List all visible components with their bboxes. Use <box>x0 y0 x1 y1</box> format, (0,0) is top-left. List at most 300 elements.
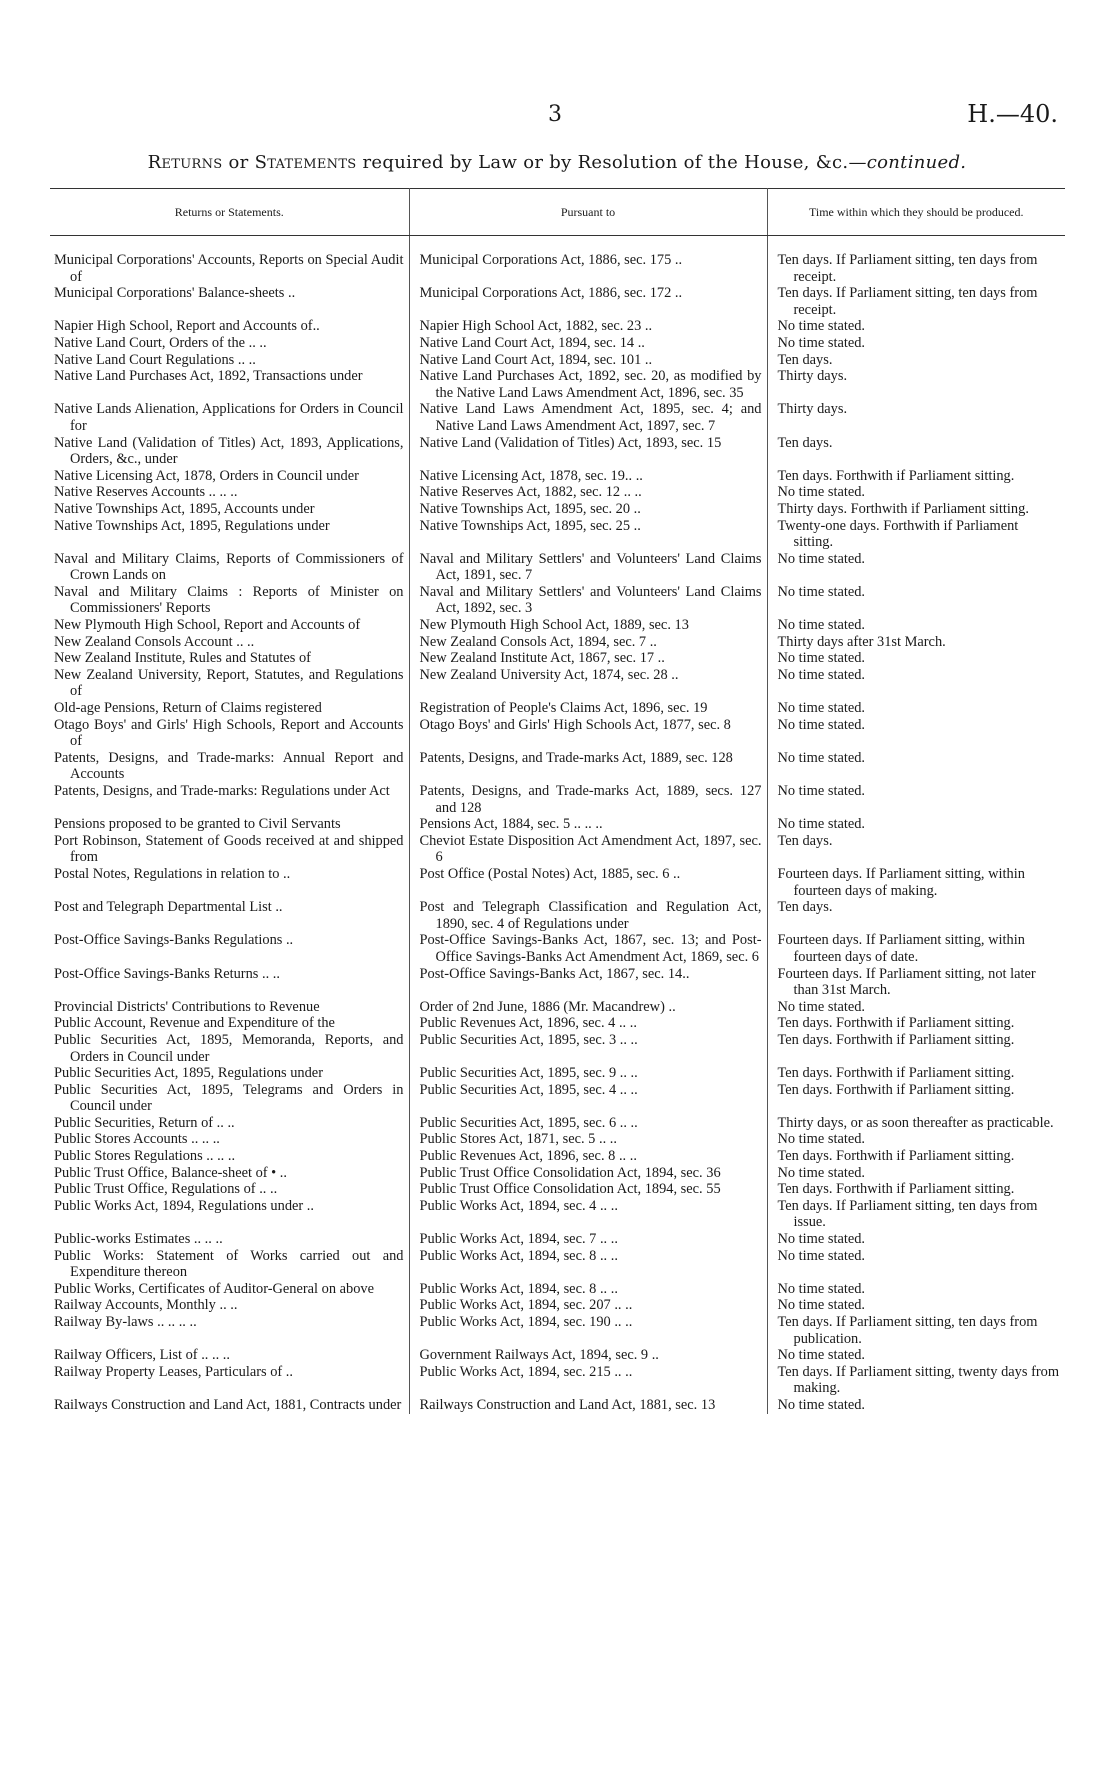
return-name-cell <box>50 1131 409 1148</box>
return-name-cell-text: Postal Notes, Regulations in relation to .. <box>54 865 291 882</box>
return-name-cell <box>50 1397 409 1414</box>
return-name-cell-text: Patents, Designs, and Trade-marks: Regulations under Act <box>54 783 390 799</box>
time-cell <box>767 783 1065 816</box>
return-name-cell-text: Naval and Military Claims, Reports of Commissioners of Crown Lands on <box>54 550 404 584</box>
time-cell-text: Thirty days. Forthwith if Parliament sitting. <box>777 500 1029 517</box>
table-row <box>50 1181 1065 1198</box>
pursuant-to-cell-text: Public Revenues Act, 1896, sec. 4 .. .. <box>419 1015 637 1032</box>
time-cell-text: Ten days. If Parliament sitting, ten days from publication. <box>777 1314 1038 1347</box>
pursuant-to-cell-text: Public Securities Act, 1895, sec. 3 .. .. <box>419 1031 638 1048</box>
pursuant-to-cell <box>409 1015 767 1032</box>
pursuant-to-cell-text: Post Office (Postal Notes) Act, 1885, sec. 6 .. <box>419 865 681 882</box>
return-name-cell <box>50 1015 409 1032</box>
pursuant-to-cell-text: Napier High School Act, 1882, sec. 23 .. <box>419 318 653 335</box>
time-cell <box>767 1397 1065 1414</box>
pursuant-to-cell <box>409 352 767 369</box>
pursuant-to-cell-text: Post and Telegraph Classification and Regulation Act, 1890, sec. 4 of Regulations under <box>419 899 762 932</box>
table-row <box>50 816 1065 833</box>
table-row <box>50 1231 1065 1248</box>
pursuant-to-cell <box>409 468 767 485</box>
return-name-cell-text: Municipal Corporations' Accounts, Reports on Special Audit of <box>54 252 404 285</box>
heading-middle: required by Law or by Resolution of the House, &c.— <box>362 152 867 173</box>
return-name-cell <box>50 932 409 965</box>
pursuant-to-cell <box>409 783 767 816</box>
time-cell <box>767 1248 1065 1281</box>
time-cell-text: Ten days. <box>777 351 833 368</box>
pursuant-to-cell-text: Post-Office Savings-Banks Act, 1867, sec. 13; and Post-Office Savings-Banks Act Amendment Act, 1869, sec. 6 <box>419 932 762 965</box>
return-name-cell-text: Native Townships Act, 1895, Accounts under <box>54 500 315 517</box>
time-cell <box>767 318 1065 335</box>
time-cell <box>767 435 1065 468</box>
time-cell <box>767 1115 1065 1132</box>
return-name-cell <box>50 252 409 285</box>
table-row <box>50 999 1065 1016</box>
pursuant-to-cell <box>409 634 767 651</box>
table-row <box>50 617 1065 634</box>
pursuant-to-cell <box>409 551 767 584</box>
return-name-cell <box>50 1347 409 1364</box>
table-row <box>50 468 1065 485</box>
pursuant-to-cell-text: Native Townships Act, 1895, sec. 25 .. <box>419 517 641 534</box>
time-cell <box>767 1082 1065 1115</box>
document-reference: H.—40. <box>967 100 1058 128</box>
time-cell <box>767 352 1065 369</box>
return-name-cell-text: Railway Accounts, Monthly .. .. <box>54 1297 238 1314</box>
return-name-cell <box>50 617 409 634</box>
return-name-cell-text: Old-age Pensions, Return of Claims registered <box>54 700 322 717</box>
table-row <box>50 1364 1065 1397</box>
table-row <box>50 335 1065 352</box>
pursuant-to-cell-text: Public Securities Act, 1895, sec. 6 .. .. <box>419 1114 638 1131</box>
pursuant-to-cell-text: Native Townships Act, 1895, sec. 20 .. <box>419 500 641 517</box>
time-cell-text: No time stated. <box>777 550 866 567</box>
pursuant-to-cell-text: Native Land Laws Amendment Act, 1895, sec. 4; and Native Land Laws Amendment Act, 1897, sec. 7 <box>419 401 762 434</box>
pursuant-to-cell-text: Government Railways Act, 1894, sec. 9 .. <box>419 1347 659 1364</box>
return-name-cell-text: Native Land Court Regulations .. .. <box>54 351 256 368</box>
time-cell-text: No time stated. <box>777 1247 866 1264</box>
return-name-cell <box>50 816 409 833</box>
time-cell-text: No time stated. <box>777 1347 866 1364</box>
pursuant-to-cell-text: Native Reserves Act, 1882, sec. 12 .. .. <box>419 484 642 501</box>
return-name-cell-text: New Plymouth High School, Report and Accounts of <box>54 617 361 634</box>
time-cell-text: Thirty days. <box>777 401 848 418</box>
return-name-cell-text: Public Securities Act, 1895, Regulations under <box>54 1065 323 1082</box>
pursuant-to-cell-text: Registration of People's Claims Act, 1896, sec. 19 <box>419 700 708 717</box>
return-name-cell-text: Public Securities, Return of .. .. <box>54 1114 235 1131</box>
return-name-cell <box>50 1364 409 1397</box>
heading-or: or <box>228 152 249 173</box>
time-cell-text: Ten days. Forthwith if Parliament sitting. <box>777 1081 1015 1098</box>
time-cell <box>767 1231 1065 1248</box>
pursuant-to-cell-text: Otago Boys' and Girls' High Schools Act, 1877, sec. 8 <box>419 716 731 733</box>
return-name-cell-text: Post-Office Savings-Banks Regulations .. <box>54 932 294 949</box>
return-name-cell-text: Patents, Designs, and Trade-marks: Annual Report and Accounts <box>54 749 404 783</box>
return-name-cell <box>50 650 409 667</box>
table-row <box>50 650 1065 667</box>
return-name-cell <box>50 750 409 783</box>
return-name-cell-text: Public Account, Revenue and Expenditure of the <box>54 1015 335 1032</box>
time-cell-text: No time stated. <box>777 617 866 634</box>
pursuant-to-cell <box>409 1148 767 1165</box>
page-number: 3 <box>548 102 562 127</box>
pursuant-to-cell-text: New Zealand Institute Act, 1867, sec. 17 .. <box>419 650 665 667</box>
return-name-cell-text: Public Stores Accounts .. .. .. <box>54 1131 220 1148</box>
time-cell-text: No time stated. <box>777 334 866 351</box>
pursuant-to-cell-text: Public Securities Act, 1895, sec. 9 .. .. <box>419 1065 638 1082</box>
pursuant-to-cell-text: Native Land Court Act, 1894, sec. 101 .. <box>419 351 653 368</box>
pursuant-to-cell-text: Public Securities Act, 1895, sec. 4 .. .. <box>419 1081 638 1098</box>
return-name-cell <box>50 966 409 999</box>
time-cell <box>767 1347 1065 1364</box>
return-name-cell <box>50 1032 409 1065</box>
time-cell <box>767 617 1065 634</box>
time-cell <box>767 700 1065 717</box>
time-cell <box>767 1364 1065 1397</box>
return-name-cell-text: New Zealand Consols Account .. .. <box>54 633 255 650</box>
pursuant-to-cell <box>409 318 767 335</box>
return-name-cell-text: Public Trust Office, Regulations of .. .. <box>54 1181 278 1198</box>
return-name-cell-text: Public Securities Act, 1895, Memoranda, Reports, and Orders in Council under <box>54 1031 404 1065</box>
time-cell <box>767 1015 1065 1032</box>
return-name-cell <box>50 584 409 617</box>
table-row <box>50 634 1065 651</box>
time-cell <box>767 1181 1065 1198</box>
time-cell <box>767 501 1065 518</box>
table-row <box>50 1314 1065 1347</box>
time-cell <box>767 966 1065 999</box>
pursuant-to-cell <box>409 1082 767 1115</box>
time-cell-text: Fourteen days. If Parliament sitting, within fourteen days of making. <box>777 865 1025 899</box>
pursuant-to-cell <box>409 1314 767 1347</box>
time-cell <box>767 468 1065 485</box>
table-row <box>50 932 1065 965</box>
time-cell-text: Thirty days, or as soon thereafter as practicable. <box>777 1114 1054 1131</box>
table-row <box>50 1397 1065 1414</box>
return-name-cell <box>50 1065 409 1082</box>
return-name-cell <box>50 551 409 584</box>
table-row <box>50 1065 1065 1082</box>
time-cell-text: Ten days. If Parliament sitting, ten days from receipt. <box>777 285 1038 318</box>
return-name-cell-text: Public-works Estimates .. .. .. <box>54 1231 223 1248</box>
table-row <box>50 1148 1065 1165</box>
time-cell <box>767 833 1065 866</box>
pursuant-to-cell-text: Native Licensing Act, 1878, sec. 19.. .. <box>419 467 643 484</box>
pursuant-to-cell-text: Public Works Act, 1894, sec. 8 .. .. <box>419 1247 618 1264</box>
return-name-cell <box>50 717 409 750</box>
time-cell <box>767 1032 1065 1065</box>
pursuant-to-cell <box>409 1397 767 1414</box>
returns-table <box>50 188 1065 1414</box>
table-row <box>50 866 1065 899</box>
pursuant-to-cell <box>409 750 767 783</box>
return-name-cell <box>50 1297 409 1314</box>
pursuant-to-cell-text: New Zealand University Act, 1874, sec. 28 .. <box>419 666 679 683</box>
pursuant-to-cell <box>409 932 767 965</box>
table-row <box>50 401 1065 434</box>
pursuant-to-cell <box>409 1165 767 1182</box>
pursuant-to-cell-text: Order of 2nd June, 1886 (Mr. Macandrew) .. <box>419 998 676 1015</box>
time-cell-text: No time stated. <box>777 318 866 335</box>
pursuant-to-cell <box>409 1297 767 1314</box>
return-name-cell <box>50 468 409 485</box>
return-name-cell-text: Post and Telegraph Departmental List .. <box>54 899 283 916</box>
pursuant-to-cell <box>409 667 767 700</box>
pursuant-to-cell-text: Patents, Designs, and Trade-marks Act, 1889, secs. 127 and 128 <box>419 783 762 816</box>
time-cell-text: No time stated. <box>777 1231 866 1248</box>
return-name-cell-text: Port Robinson, Statement of Goods received at and shipped from <box>54 832 404 866</box>
pursuant-to-cell-text: Pensions Act, 1884, sec. 5 .. .. .. <box>419 816 603 833</box>
table-row <box>50 435 1065 468</box>
time-cell-text: Ten days. If Parliament sitting, ten days from issue. <box>777 1197 1038 1231</box>
time-cell-text: No time stated. <box>777 1164 866 1181</box>
pursuant-to-cell-text: Public Revenues Act, 1896, sec. 8 .. .. <box>419 1148 637 1165</box>
time-cell-text: No time stated. <box>777 1396 866 1413</box>
return-name-cell <box>50 899 409 932</box>
return-name-cell <box>50 999 409 1016</box>
pursuant-to-cell-text: Public Works Act, 1894, sec. 8 .. .. <box>419 1280 618 1297</box>
return-name-cell <box>50 634 409 651</box>
return-name-cell <box>50 1198 409 1231</box>
pursuant-to-cell <box>409 866 767 899</box>
table-body <box>50 252 1065 1414</box>
time-cell <box>767 1198 1065 1231</box>
time-cell-text: No time stated. <box>777 816 866 833</box>
return-name-cell <box>50 401 409 434</box>
time-cell <box>767 484 1065 501</box>
table-row <box>50 318 1065 335</box>
pursuant-to-cell <box>409 966 767 999</box>
pursuant-to-cell-text: Public Trust Office Consolidation Act, 1894, sec. 55 <box>419 1181 721 1198</box>
time-cell-text: No time stated. <box>777 1131 866 1148</box>
return-name-cell-text: Municipal Corporations' Balance-sheets .. <box>54 285 296 302</box>
table-row <box>50 1165 1065 1182</box>
pursuant-to-cell <box>409 401 767 434</box>
pursuant-to-cell-text: Public Works Act, 1894, sec. 215 .. .. <box>419 1363 633 1380</box>
pursuant-to-cell-text: Public Trust Office Consolidation Act, 1894, sec. 36 <box>419 1164 721 1181</box>
table-row <box>50 352 1065 369</box>
time-cell <box>767 1281 1065 1298</box>
time-cell <box>767 551 1065 584</box>
return-name-cell <box>50 1231 409 1248</box>
return-name-cell <box>50 833 409 866</box>
time-cell-text: No time stated. <box>777 650 866 667</box>
return-name-cell <box>50 1165 409 1182</box>
time-cell-text: Twenty-one days. Forthwith if Parliament sitting. <box>777 517 1019 551</box>
table-row <box>50 1082 1065 1115</box>
pursuant-to-cell-text: Naval and Military Settlers' and Volunteers' Land Claims Act, 1891, sec. 7 <box>419 550 762 584</box>
time-cell <box>767 899 1065 932</box>
return-name-cell <box>50 1082 409 1115</box>
return-name-cell <box>50 352 409 369</box>
time-cell <box>767 750 1065 783</box>
return-name-cell <box>50 667 409 700</box>
pursuant-to-cell <box>409 1065 767 1082</box>
pursuant-to-cell-text: Native Land Court Act, 1894, sec. 14 .. <box>419 334 645 351</box>
pursuant-to-cell-text: Municipal Corporations Act, 1886, sec. 175 .. <box>419 252 683 268</box>
time-cell-text: No time stated. <box>777 749 866 766</box>
time-cell <box>767 1148 1065 1165</box>
return-name-cell-text: Native Land Court, Orders of the .. .. <box>54 334 267 351</box>
table-row <box>50 1281 1065 1298</box>
return-name-cell-text: Naval and Military Claims : Reports of Minister on Commissioners' Reports <box>54 583 404 617</box>
pursuant-to-cell-text: Cheviot Estate Disposition Act Amendment Act, 1897, sec. 6 <box>419 832 762 866</box>
return-name-cell-text: Pensions proposed to be granted to Civil Servants <box>54 816 341 833</box>
return-name-cell <box>50 518 409 551</box>
return-name-cell-text: New Zealand University, Report, Statutes, and Regulations of <box>54 666 404 700</box>
table-row <box>50 1198 1065 1231</box>
heading-returns: Returns <box>147 152 223 173</box>
pursuant-to-cell <box>409 999 767 1016</box>
pursuant-to-cell <box>409 833 767 866</box>
time-cell-text: Ten days. If Parliament sitting, ten days from receipt. <box>777 252 1038 285</box>
pursuant-to-cell <box>409 368 767 401</box>
pursuant-to-cell-text: New Plymouth High School Act, 1889, sec. 13 <box>419 617 689 634</box>
time-cell-text: Ten days. Forthwith if Parliament sitting. <box>777 1031 1015 1048</box>
time-cell-text: Fourteen days. If Parliament sitting, within fourteen days of date. <box>777 932 1025 965</box>
pursuant-to-cell-text: Railways Construction and Land Act, 1881, sec. 13 <box>419 1396 716 1413</box>
pursuant-to-cell-text: Native Land (Validation of Titles) Act, 1893, sec. 15 <box>419 434 722 451</box>
pursuant-to-cell <box>409 1281 767 1298</box>
return-name-cell-text: Public Works, Certificates of Auditor-General on above <box>54 1280 374 1297</box>
return-name-cell-text: Railway Property Leases, Particulars of .. <box>54 1363 293 1380</box>
return-name-cell-text: Native Lands Alienation, Applications for Orders in Council for <box>54 401 404 434</box>
time-cell-text: No time stated. <box>777 716 866 733</box>
time-cell-text: Thirty days. <box>777 368 848 385</box>
return-name-cell-text: Public Trust Office, Balance-sheet of • .. <box>54 1164 287 1181</box>
time-cell-text: No time stated. <box>777 700 866 717</box>
return-name-cell <box>50 1115 409 1132</box>
return-name-cell <box>50 866 409 899</box>
return-name-cell <box>50 1314 409 1347</box>
time-cell <box>767 866 1065 899</box>
time-cell-text: No time stated. <box>777 783 866 799</box>
pursuant-to-cell <box>409 1131 767 1148</box>
time-cell <box>767 667 1065 700</box>
time-cell-text: Ten days. Forthwith if Parliament sitting. <box>777 1181 1015 1198</box>
table-row <box>50 285 1065 318</box>
column-header-time: Time within which they should be produced. <box>767 189 1065 236</box>
return-name-cell <box>50 484 409 501</box>
pursuant-to-cell <box>409 1115 767 1132</box>
pursuant-to-cell-text: New Zealand Consols Act, 1894, sec. 7 .. <box>419 633 657 650</box>
time-cell-text: Ten days. Forthwith if Parliament sitting. <box>777 467 1015 484</box>
time-cell <box>767 368 1065 401</box>
heading-statements: Statements <box>254 152 357 173</box>
time-cell-text: Ten days. <box>777 434 833 451</box>
pursuant-to-cell <box>409 1347 767 1364</box>
return-name-cell-text: Railway By-laws .. .. .. .. <box>54 1314 197 1330</box>
pursuant-to-cell <box>409 1198 767 1231</box>
time-cell <box>767 717 1065 750</box>
return-name-cell-text: Otago Boys' and Girls' High Schools, Report and Accounts of <box>54 716 404 750</box>
time-cell-text: No time stated. <box>777 1297 866 1314</box>
return-name-cell-text: Post-Office Savings-Banks Returns .. .. <box>54 965 280 982</box>
time-cell-text: No time stated. <box>777 484 866 501</box>
pursuant-to-cell <box>409 252 767 285</box>
return-name-cell <box>50 1248 409 1281</box>
table-row <box>50 667 1065 700</box>
pursuant-to-cell <box>409 584 767 617</box>
table-row <box>50 700 1065 717</box>
table-row <box>50 368 1065 401</box>
time-cell <box>767 932 1065 965</box>
time-cell <box>767 252 1065 285</box>
return-name-cell <box>50 368 409 401</box>
return-name-cell-text: Public Stores Regulations .. .. .. <box>54 1148 236 1165</box>
return-name-cell-text: Native Land (Validation of Titles) Act, 1893, Applications, Orders, &c., under <box>54 434 404 468</box>
pursuant-to-cell <box>409 1248 767 1281</box>
time-cell-text: Ten days. <box>777 832 833 849</box>
table-header <box>50 189 1065 253</box>
time-cell <box>767 518 1065 551</box>
pursuant-to-cell <box>409 501 767 518</box>
table-row <box>50 1115 1065 1132</box>
time-cell-text: Ten days. <box>777 899 833 916</box>
table-row <box>50 252 1065 285</box>
time-cell <box>767 1297 1065 1314</box>
pursuant-to-cell-text: Post-Office Savings-Banks Act, 1867, sec. 14.. <box>419 965 690 982</box>
table-row <box>50 518 1065 551</box>
table-row <box>50 1248 1065 1281</box>
table-row <box>50 783 1065 816</box>
time-cell <box>767 650 1065 667</box>
pursuant-to-cell <box>409 518 767 551</box>
table-row <box>50 966 1065 999</box>
time-cell <box>767 401 1065 434</box>
time-cell <box>767 1065 1065 1082</box>
time-cell <box>767 634 1065 651</box>
pursuant-to-cell <box>409 1364 767 1397</box>
return-name-cell-text: Public Works Act, 1894, Regulations under .. <box>54 1197 314 1214</box>
pursuant-to-cell-text: Naval and Military Settlers' and Volunteers' Land Claims Act, 1892, sec. 3 <box>419 583 762 617</box>
time-cell <box>767 1165 1065 1182</box>
return-name-cell-text: Public Works: Statement of Works carried out and Expenditure thereon <box>54 1247 404 1281</box>
table-row <box>50 1131 1065 1148</box>
time-cell <box>767 1131 1065 1148</box>
table-row <box>50 750 1065 783</box>
time-cell <box>767 285 1065 318</box>
time-cell-text: Ten days. Forthwith if Parliament sitting. <box>777 1148 1015 1165</box>
pursuant-to-cell-text: Public Works Act, 1894, sec. 4 .. .. <box>419 1197 618 1214</box>
return-name-cell-text: Railways Construction and Land Act, 1881, Contracts under <box>54 1396 402 1413</box>
table-row <box>50 1015 1065 1032</box>
table-row <box>50 484 1065 501</box>
pursuant-to-cell <box>409 285 767 318</box>
return-name-cell-text: Native Land Purchases Act, 1892, Transactions under <box>54 368 363 385</box>
return-name-cell-text: Native Reserves Accounts .. .. .. <box>54 484 238 501</box>
time-cell <box>767 584 1065 617</box>
return-name-cell <box>50 1281 409 1298</box>
time-cell-text: No time stated. <box>777 998 866 1015</box>
pursuant-to-cell <box>409 816 767 833</box>
return-name-cell <box>50 435 409 468</box>
pursuant-to-cell-text: Native Land Purchases Act, 1892, sec. 20, as modified by the Native Land Laws Amendment Act, 1896, sec. 35 <box>419 368 762 401</box>
pursuant-to-cell-text: Patents, Designs, and Trade-marks Act, 1889, sec. 128 <box>419 749 733 766</box>
return-name-cell <box>50 700 409 717</box>
pursuant-to-cell <box>409 899 767 932</box>
page-heading <box>0 152 1114 173</box>
time-cell <box>767 816 1065 833</box>
pursuant-to-cell <box>409 1181 767 1198</box>
time-cell-text: No time stated. <box>777 666 866 683</box>
return-name-cell-text: Railway Officers, List of .. .. .. <box>54 1347 230 1364</box>
time-cell <box>767 999 1065 1016</box>
pursuant-to-cell <box>409 1032 767 1065</box>
pursuant-to-cell-text: Municipal Corporations Act, 1886, sec. 172 .. <box>419 285 683 302</box>
pursuant-to-cell <box>409 617 767 634</box>
pursuant-to-cell <box>409 717 767 750</box>
pursuant-to-cell <box>409 435 767 468</box>
